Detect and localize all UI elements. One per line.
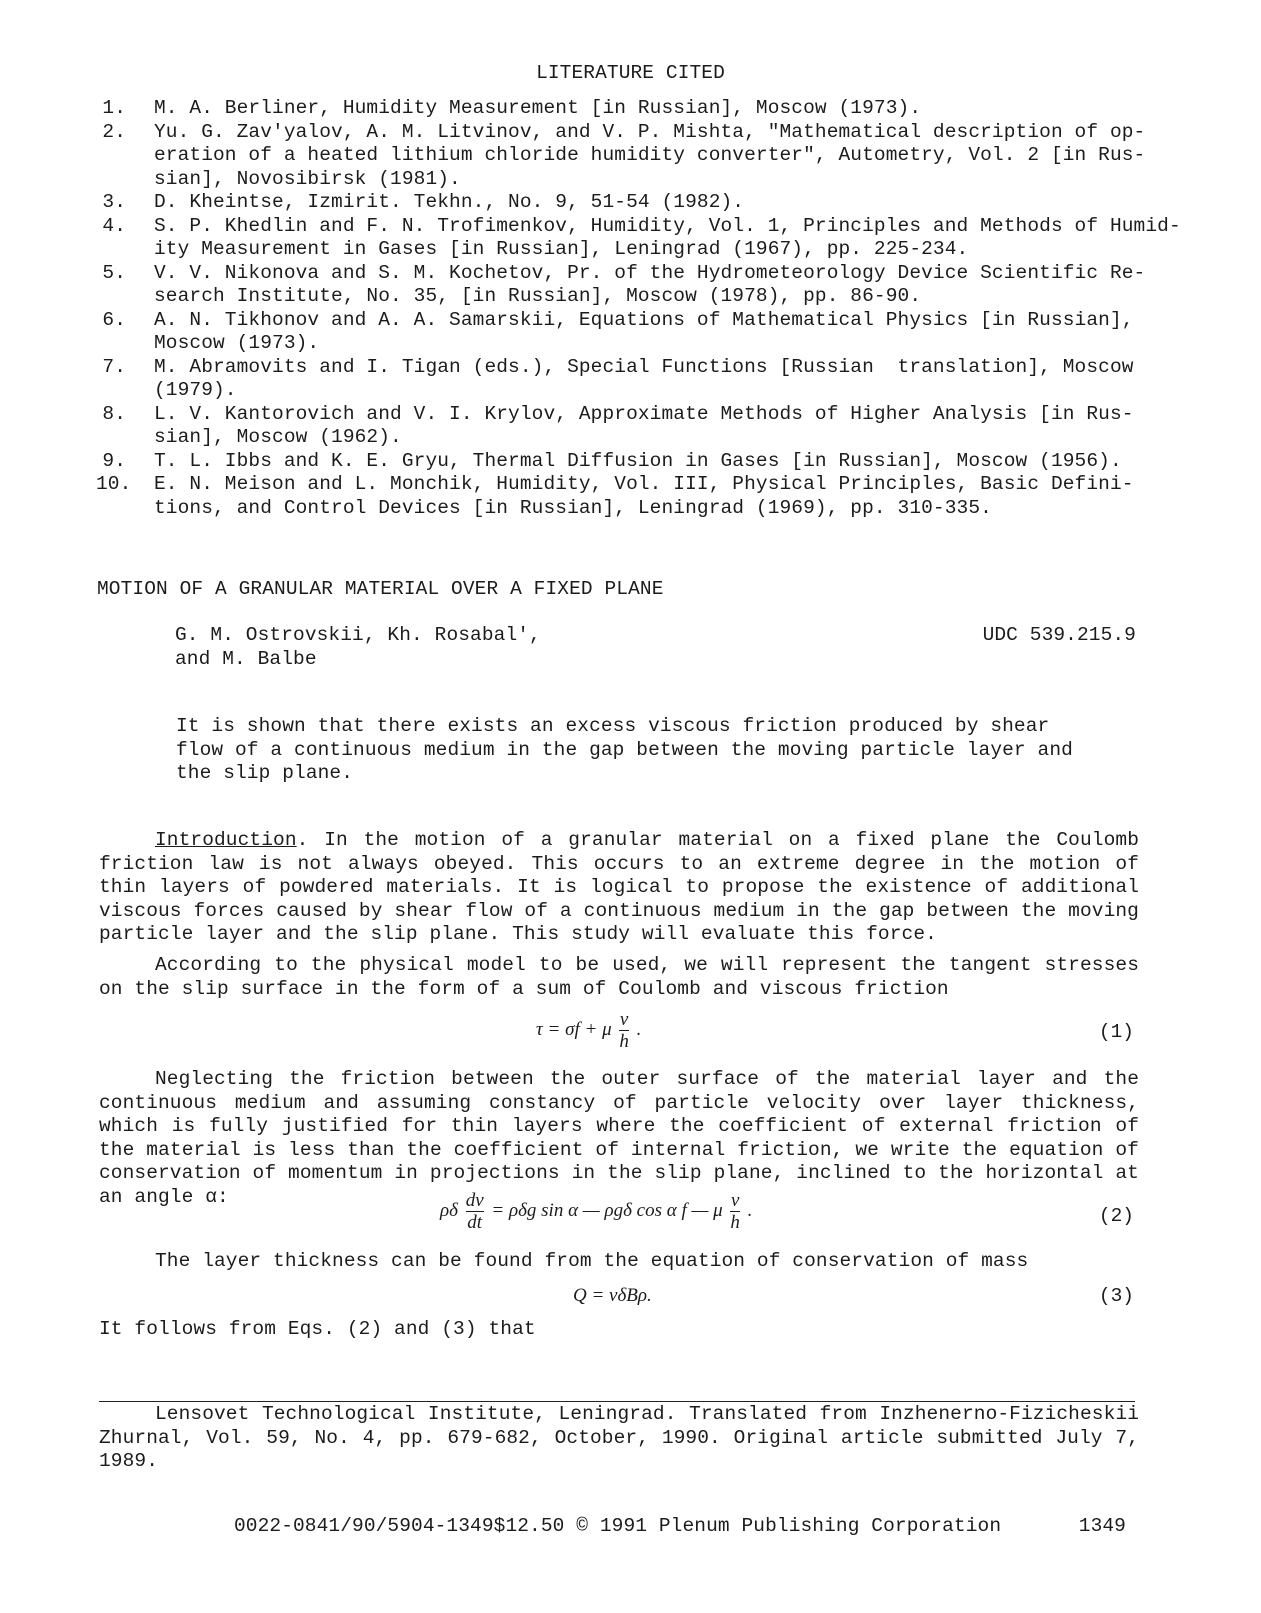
reference-number: 1. bbox=[102, 97, 126, 119]
reference-line: D. Kheintse, Izmirit. Tekhn., No. 9, 51-54 (1982). bbox=[154, 191, 745, 213]
eq2-frac2-denominator: h bbox=[730, 1212, 740, 1233]
paragraph-2-text: According to the physical model to be used, we will represent the tangent stresses on the slip surface in the form of a sum of Coulomb and viscous friction bbox=[99, 954, 1139, 1000]
abstract: It is shown that there exists an excess viscous friction produced by shear flow of a continuous medium in the gap between the moving particle layer and the slip plane. bbox=[176, 715, 1073, 784]
eq1-lhs: τ = σf + μ bbox=[536, 1018, 612, 1040]
reference-line: E. N. Meison and L. Monchik, Humidity, Vol. III, Physical Principles, Basic Defini- bbox=[154, 473, 1134, 495]
authors-line-1: G. M. Ostrovskii, Kh. Rosabal', bbox=[175, 624, 541, 646]
reference-item bbox=[96, 309, 1156, 356]
equation-2-label: (2) bbox=[1098, 1205, 1134, 1227]
reference-line: sian], Novosibirsk (1981). bbox=[154, 167, 461, 190]
paragraph-2 bbox=[99, 954, 1139, 1001]
paragraph-4 bbox=[99, 1250, 1139, 1274]
eq2-frac1-numerator: dv bbox=[465, 1190, 484, 1211]
eq1-tail: . bbox=[636, 1018, 642, 1040]
footnote bbox=[99, 1403, 1139, 1474]
equation-3: Q = vδBρ. bbox=[573, 1285, 652, 1306]
reference-item bbox=[96, 121, 1156, 192]
article-title: MOTION OF A GRANULAR MATERIAL OVER A FIXED PLANE bbox=[97, 578, 664, 600]
paragraph-5-text: It follows from Eqs. (2) and (3) that bbox=[99, 1318, 536, 1340]
eq2-fraction-2 bbox=[730, 1190, 740, 1233]
eq2-fraction-1 bbox=[466, 1190, 484, 1233]
paragraph-3 bbox=[99, 1068, 1139, 1209]
reference-line: (1979). bbox=[154, 379, 237, 401]
reference-item bbox=[96, 214, 1181, 262]
eq2-lhs: ρδ bbox=[440, 1199, 458, 1221]
reference-number: 5. bbox=[102, 261, 126, 284]
reference-number: 9. bbox=[102, 449, 126, 472]
reference-line: sian], Moscow (1962). bbox=[154, 426, 402, 448]
reference-item bbox=[96, 403, 1156, 450]
reference-line: V. V. Nikonova and S. M. Kochetov, Pr. of the Hydrometeorology Device Scientific Re- bbox=[154, 261, 1146, 284]
equation-3-label: (3) bbox=[1098, 1285, 1134, 1307]
footnote-text: Lensovet Technological Institute, Leningrad. Translated from Inzhenerno-Fizicheskii Zhurnal, Vol. 59, No. 4, pp. 679-682, October, 1990. Original article submitted July 7, 1989. bbox=[99, 1403, 1139, 1472]
authors bbox=[175, 624, 675, 671]
eq2-frac2-numerator: v bbox=[730, 1190, 740, 1211]
reference-line: A. N. Tikhonov and A. A. Samarskii, Equations of Mathematical Physics [in Russian], bbox=[154, 308, 1134, 331]
reference-line: M. Abramovits and I. Tigan (eds.), Special Functions [Russian translation], Moscow bbox=[154, 355, 1134, 378]
reference-line: L. V. Kantorovich and V. I. Krylov, Approximate Methods of Higher Analysis [in Rus- bbox=[154, 402, 1134, 425]
reference-item bbox=[96, 191, 1156, 215]
equation-1 bbox=[536, 1009, 641, 1052]
paragraph-3-text: Neglecting the friction between the outer surface of the material layer and the continuous medium and assuming constancy of particle velocity over layer thickness, which is fully justified for thin layers where the coefficient of external friction of the material is less than the coefficient of internal friction, we write the equation of conservation of momentum in projections in the slip plane, inclined to the horizontal at an angle α: bbox=[99, 1068, 1139, 1208]
paragraph-4-text: The layer thickness can be found from the equation of conservation of mass bbox=[155, 1250, 1029, 1272]
reference-item bbox=[96, 473, 1156, 520]
reference-line: S. P. Khedlin and F. N. Trofimenkov, Humidity, Vol. 1, Principles and Methods of Humid- bbox=[154, 214, 1181, 237]
authors-line-2: and M. Balbe bbox=[175, 647, 317, 670]
intro-paragraph bbox=[99, 829, 1139, 947]
reference-item bbox=[96, 450, 1156, 474]
equation-1-label: (1) bbox=[1098, 1021, 1134, 1043]
paragraph-5 bbox=[99, 1318, 1139, 1342]
page-number: 1349 bbox=[1078, 1515, 1126, 1537]
reference-line: tions, and Control Devices [in Russian], Leningrad (1969), pp. 310-335. bbox=[154, 496, 992, 519]
reference-number: 6. bbox=[102, 308, 126, 331]
reference-item bbox=[96, 356, 1156, 403]
reference-item bbox=[96, 262, 1156, 309]
footer-copyright: 0022-0841/90/5904-1349$12.50 © 1991 Plenum Publishing Corporation bbox=[234, 1515, 1002, 1537]
eq1-denominator: h bbox=[619, 1031, 629, 1052]
literature-heading: LITERATURE CITED bbox=[536, 62, 725, 84]
reference-number: 3. bbox=[102, 191, 126, 213]
intro-label: Introduction bbox=[155, 829, 297, 851]
reference-line: M. A. Berliner, Humidity Measurement [in Russian], Moscow (1973). bbox=[154, 97, 922, 119]
reference-item bbox=[96, 97, 1156, 121]
reference-list bbox=[96, 97, 1181, 520]
eq1-fraction bbox=[619, 1009, 629, 1052]
equation-2 bbox=[440, 1190, 752, 1233]
eq2-tail: . bbox=[747, 1199, 753, 1221]
reference-line: T. L. Ibbs and K. E. Gryu, Thermal Diffusion in Gases [in Russian], Moscow (1956). bbox=[154, 449, 1122, 472]
eq2-middle: = ρδg sin α — ρgδ cos α f — μ bbox=[491, 1199, 723, 1221]
reference-number: 7. bbox=[102, 355, 126, 378]
eq2-frac1-denominator: dt bbox=[467, 1212, 483, 1233]
reference-line: Moscow (1973). bbox=[154, 332, 320, 354]
reference-number: 10. bbox=[96, 473, 132, 495]
reference-number: 2. bbox=[102, 120, 126, 143]
reference-line: Yu. G. Zav'yalov, A. M. Litvinov, and V. P. Mishta, "Mathematical description of op- bbox=[154, 120, 1146, 143]
udc-code: UDC 539.215.9 bbox=[982, 624, 1136, 646]
reference-number: 8. bbox=[102, 402, 126, 425]
intro-text: . In the motion of a granular material on a fixed plane the Coulomb friction law is not always obeyed. This occurs to an extreme degree in the motion of thin layers of powdered materials. It is logical to propose the existence of additional viscous forces caused by shear flow of a continuous medium in the gap between the moving particle layer and the slip plane. This study will evaluate this force. bbox=[99, 829, 1139, 945]
footnote-divider bbox=[99, 1401, 1135, 1402]
reference-line: eration of a heated lithium chloride humidity converter", Autometry, Vol. 2 [in Rus- bbox=[154, 144, 1146, 166]
reference-line: search Institute, No. 35, [in Russian], Moscow (1978), pp. 86-90. bbox=[154, 285, 922, 307]
reference-line: ity Measurement in Gases [in Russian], Leningrad (1967), pp. 225-234. bbox=[154, 238, 969, 260]
eq1-numerator: v bbox=[619, 1009, 629, 1030]
reference-number: 4. bbox=[102, 214, 126, 237]
